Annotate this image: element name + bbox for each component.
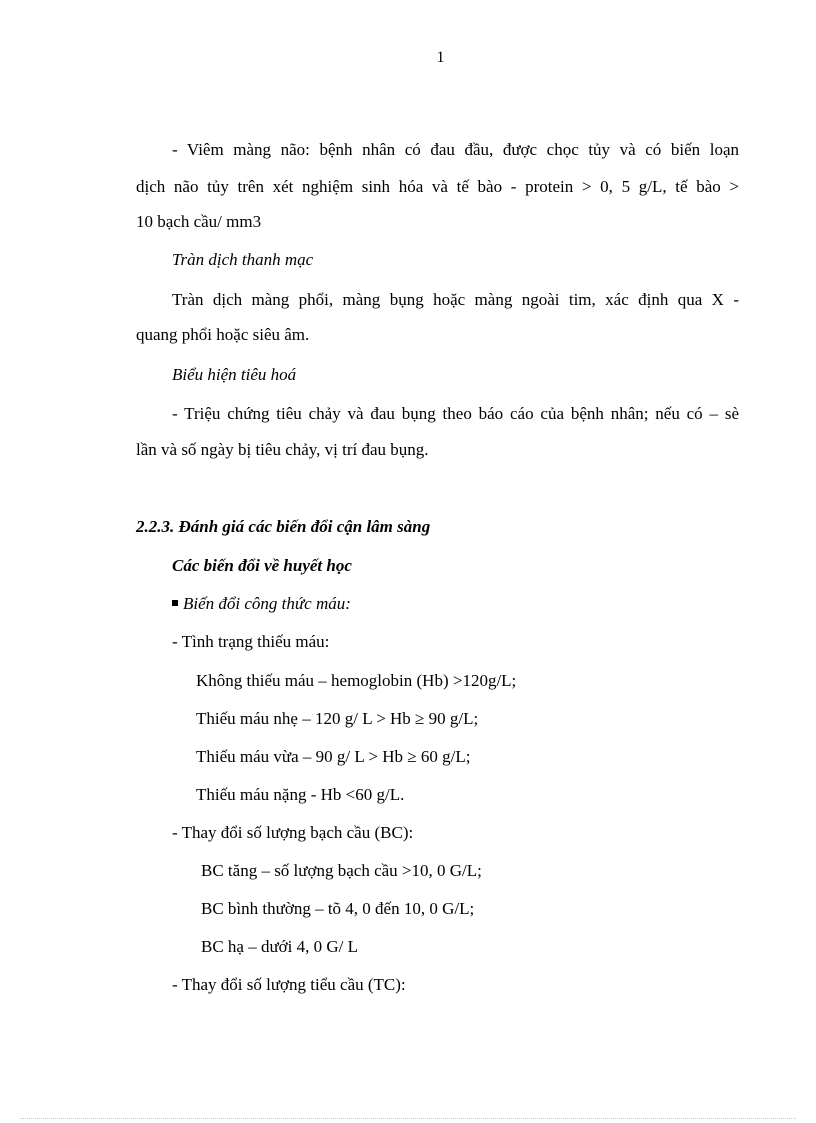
anemia-item-1: Không thiếu máu – hemoglobin (Hb) >120g/L; [196,671,517,690]
platelet-title: - Thay đổi số lượng tiểu cầu (TC): [172,975,406,994]
anemia-item-4: Thiếu máu nặng - Hb <60 g/L. [196,785,405,804]
digestive-line-1: - Triệu chứng tiêu chảy và đau bụng theo báo cáo của bệnh nhân; nếu có – sè [172,404,739,423]
digestive-line-2: lần và số ngày bị tiêu chảy, vị trí đau bụng. [136,440,429,459]
serous-line-1: Tràn dịch màng phổi, màng bụng hoặc màng ngoài tim, xác định qua X - [172,290,739,309]
wbc-item-1: BC tăng – số lượng bạch cầu >10, 0 G/L; [201,861,482,880]
page-number: 1 [436,49,445,66]
digestive-heading: Biểu hiện tiêu hoá [172,365,297,384]
meningitis-line-2: dịch não tủy trên xét nghiệm sinh hóa và tế bào - protein > 0, 5 g/L, tế bào > [136,177,739,196]
section-heading: 2.2.3. Đánh giá các biến đổi cận lâm sàng [136,517,431,536]
serous-line-2: quang phổi hoặc siêu âm. [136,325,310,344]
wbc-item-2: BC bình thường – tõ 4, 0 đến 10, 0 G/L; [201,899,475,918]
serous-heading: Tràn dịch thanh mạc [172,250,314,269]
anemia-item-3: Thiếu máu vừa – 90 g/ L > Hb ≥ 60 g/L; [196,747,471,766]
bullet-item [172,593,351,615]
anemia-item-2: Thiếu máu nhẹ – 120 g/ L > Hb ≥ 90 g/L; [196,709,479,728]
meningitis-line-1: - Viêm màng não: bệnh nhân có đau đầu, được chọc tủy và có biến loạn [172,140,739,159]
anemia-title: - Tình trạng thiếu máu: [172,632,330,651]
square-bullet-icon [172,600,178,606]
meningitis-line-3: 10 bạch cầu/ mm3 [136,212,262,231]
wbc-title: - Thay đổi số lượng bạch cầu (BC): [172,823,414,842]
section-subheading: Các biến đổi về huyết học [172,556,352,575]
bullet-label: Biến đổi công thức máu: [183,594,351,613]
wbc-item-3: BC hạ – dưới 4, 0 G/ L [201,937,359,956]
page-bottom-border [20,1118,796,1119]
